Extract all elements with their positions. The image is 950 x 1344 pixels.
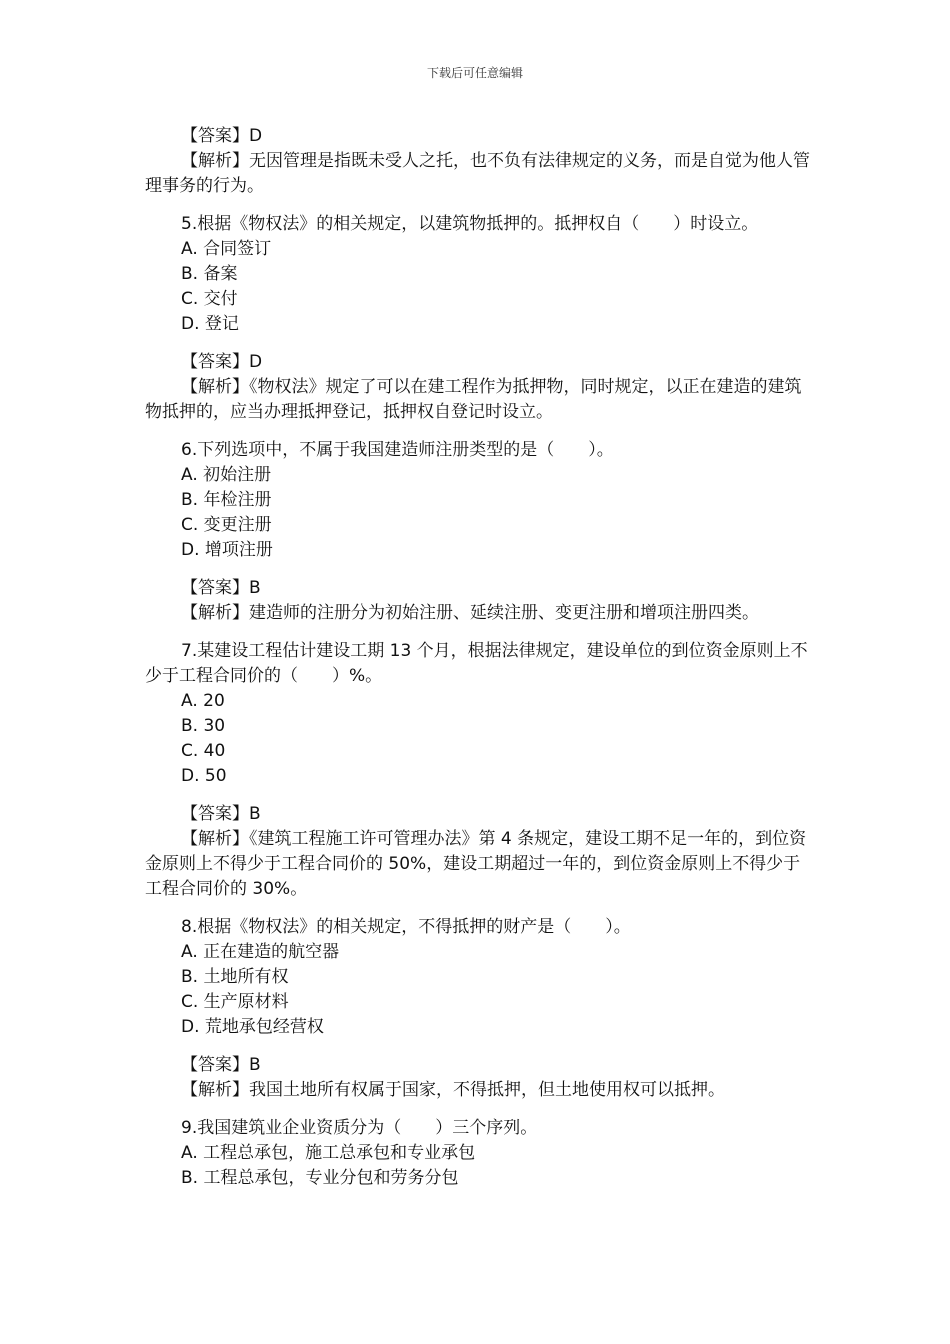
option-a: A. 合同签订 (181, 239, 272, 259)
option-d: D. 增项注册 (181, 540, 273, 560)
option-a: A. 初始注册 (181, 465, 272, 485)
option-a: A. 20 (181, 691, 225, 711)
q7-answer-block (145, 802, 811, 902)
answer-line: 【答案】B (181, 578, 261, 598)
answer-line: 【答案】D (181, 126, 263, 146)
option-b: B. 备案 (181, 264, 238, 284)
q8-answer-block (145, 1053, 811, 1103)
analysis-paragraph: 【解析】《建筑工程施工许可管理办法》第 4 条规定，建设工期不足一年的，到位资金原则上不得少于工程合同价的 50%，建设工期超过一年的，到位资金原则上不得少于工程合同价的 30%。 (145, 829, 807, 899)
question-9 (145, 1116, 811, 1191)
option-b: B. 工程总承包，专业分包和劳务分包 (181, 1168, 459, 1188)
option-a: A. 正在建造的航空器 (181, 942, 340, 962)
q5-answer-block (145, 350, 811, 425)
question-text: 8.根据《物权法》的相关规定，不得抵押的财产是（ ）。 (181, 917, 631, 937)
analysis-paragraph: 【解析】无因管理是指既未受人之托，也不负有法律规定的义务，而是自觉为他人管理事务的行为。 (145, 151, 810, 196)
option-c: C. 40 (181, 741, 226, 761)
option-d: D. 荒地承包经营权 (181, 1017, 324, 1037)
answer-line: 【答案】B (181, 804, 261, 824)
option-b: B. 年检注册 (181, 490, 272, 510)
question-8 (145, 915, 811, 1040)
option-d: D. 登记 (181, 314, 239, 334)
page-header: 下载后可任意编辑 (426, 66, 523, 80)
question-7 (145, 639, 811, 789)
question-text: 5.根据《物权法》的相关规定，以建筑物抵押的。抵押权自（ ）时设立。 (181, 214, 759, 234)
option-c: C. 交付 (181, 289, 238, 309)
answer-line: 【答案】B (181, 1055, 261, 1075)
option-a: A. 工程总承包，施工总承包和专业承包 (181, 1143, 476, 1163)
q6-answer-block (145, 576, 811, 626)
analysis-paragraph: 【解析】我国土地所有权属于国家，不得抵押，但土地使用权可以抵押。 (181, 1080, 725, 1100)
question-text: 9.我国建筑业企业资质分为（ ）三个序列。 (181, 1118, 538, 1138)
option-b: B. 土地所有权 (181, 967, 289, 987)
option-d: D. 50 (181, 766, 227, 786)
option-b: B. 30 (181, 716, 226, 736)
analysis-paragraph: 【解析】《物权法》规定了可以在建工程作为抵押物，同时规定，以正在建造的建筑物抵押的，应当办理抵押登记，抵押权自登记时设立。 (145, 377, 802, 422)
q4-answer-block (145, 124, 811, 199)
question-6 (145, 438, 811, 563)
document-body (145, 124, 811, 1204)
option-c: C. 变更注册 (181, 515, 272, 535)
analysis-paragraph: 【解析】建造师的注册分为初始注册、延续注册、变更注册和增项注册四类。 (181, 603, 759, 623)
option-c: C. 生产原材料 (181, 992, 289, 1012)
question-5 (145, 212, 811, 337)
question-text: 7.某建设工程估计建设工期 13 个月，根据法律规定，建设单位的到位资金原则上不少于工程合同价的（ ）%。 (145, 641, 808, 686)
question-text: 6.下列选项中，不属于我国建造师注册类型的是（ ）。 (181, 440, 614, 460)
answer-line: 【答案】D (181, 352, 263, 372)
